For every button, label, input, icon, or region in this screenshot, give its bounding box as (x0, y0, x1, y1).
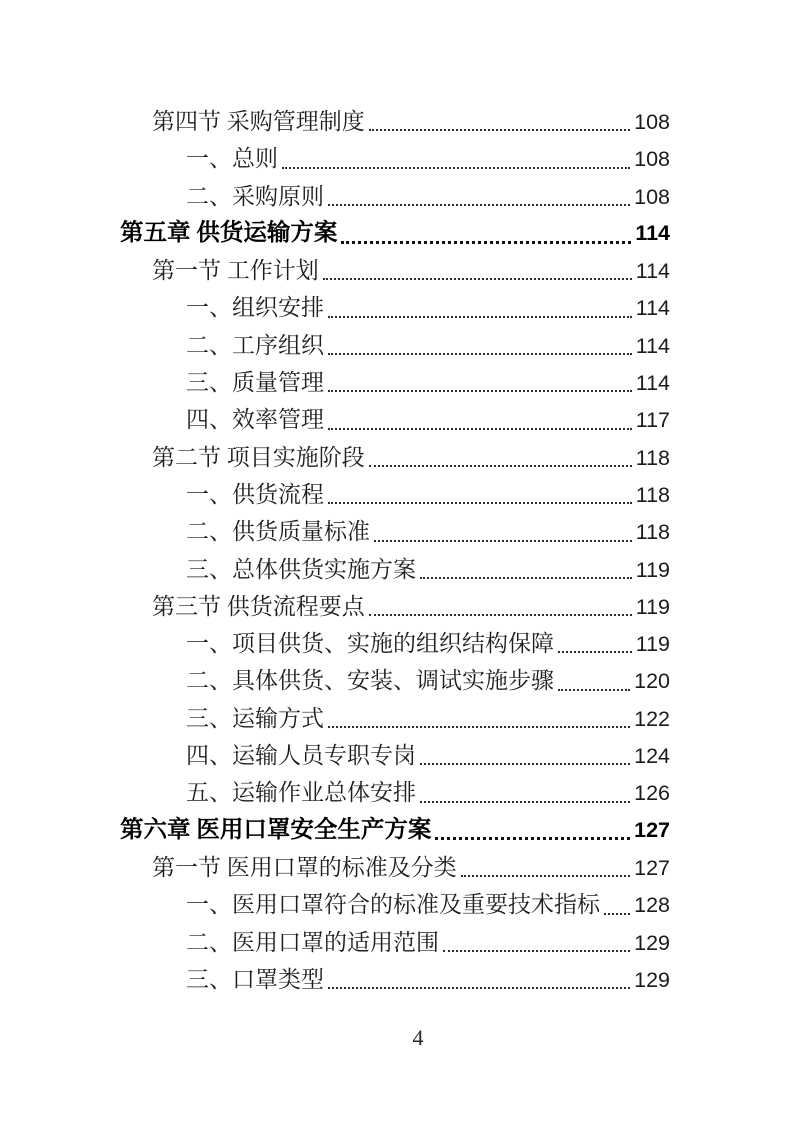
toc-entry[interactable] (120, 289, 670, 326)
toc-entry-page-number: 120 (634, 669, 670, 694)
toc-entry-page-number: 118 (635, 482, 670, 507)
toc-entry-page-number: 108 (634, 147, 670, 172)
toc-entry-page-number: 118 (635, 445, 670, 470)
toc-leader-dots (558, 689, 630, 691)
toc-entry-page-number: 114 (635, 220, 670, 245)
toc-entry-label: 第六章 医用口罩安全生产方案 (120, 816, 432, 843)
toc-entry-label: 二、供货质量标准 (186, 519, 370, 545)
toc-entry-label: 一、供货流程 (186, 481, 324, 507)
toc-entry-label: 二、医用口罩的适用范围 (186, 929, 439, 955)
toc-entry-label: 第一节 医用口罩的标准及分类 (152, 854, 457, 880)
toc-leader-dots (369, 465, 632, 467)
toc-leader-dots (341, 241, 631, 244)
toc-entry[interactable] (120, 439, 670, 476)
toc-entry-page-number: 126 (634, 781, 670, 806)
toc-entry-label: 一、项目供货、实施的组织结构保障 (186, 631, 554, 657)
toc-leader-dots (328, 726, 630, 728)
toc-leader-dots (328, 316, 632, 318)
toc-entry[interactable] (120, 252, 670, 289)
toc-leader-dots (282, 167, 630, 169)
toc-entry-label: 第五章 供货运输方案 (120, 219, 338, 246)
toc-leader-dots (328, 987, 630, 989)
toc-leader-dots (420, 763, 630, 765)
toc-entry[interactable] (120, 961, 670, 998)
toc-entry-label: 第四节 采购管理制度 (152, 109, 365, 134)
toc-entry-label: 第一节 工作计划 (152, 258, 319, 284)
toc-entry-page-number: 117 (635, 408, 670, 433)
toc-entry-page-number: 122 (634, 706, 670, 731)
toc-entry-label: 二、采购原则 (186, 183, 324, 209)
toc-entry-label: 三、质量管理 (186, 370, 324, 396)
toc-entry[interactable] (120, 737, 670, 774)
toc-leader-dots (420, 801, 630, 803)
toc-entry[interactable] (120, 924, 670, 961)
toc-entry[interactable] (120, 662, 670, 699)
toc-leader-dots (328, 428, 632, 430)
toc-entry[interactable] (120, 364, 670, 401)
toc-entry-page-number: 108 (634, 184, 670, 209)
toc-entry-label: 一、医用口罩符合的标准及重要技术指标 (186, 892, 600, 918)
toc-entry[interactable] (120, 700, 670, 737)
footer-page-number: 4 (412, 1025, 424, 1050)
toc-entry-label: 四、运输人员专职专岗 (186, 743, 416, 769)
toc-leader-dots (328, 390, 632, 392)
toc-entry-label: 三、运输方式 (186, 705, 324, 731)
toc-entry[interactable] (120, 774, 670, 811)
toc-entry-page-number: 124 (634, 744, 670, 769)
toc-entry-page-number: 128 (634, 893, 670, 918)
toc-leader-dots (369, 614, 632, 616)
toc-entry-page-number: 119 (635, 632, 670, 657)
toc-entry-page-number: 127 (634, 817, 670, 842)
toc-entry[interactable] (120, 812, 670, 849)
toc-entry-page-number: 127 (634, 855, 670, 880)
toc-entry-page-number: 114 (635, 296, 670, 321)
toc-entry-label: 四、效率管理 (186, 407, 324, 433)
toc-leader-dots (328, 204, 630, 206)
toc-leader-dots (443, 950, 630, 952)
toc-entry-label: 第二节 项目实施阶段 (152, 444, 365, 470)
toc-entry-page-number: 129 (634, 967, 670, 992)
toc-leader-dots (604, 913, 630, 915)
toc-entry-label: 一、组织安排 (186, 295, 324, 321)
toc-entry[interactable] (120, 886, 670, 923)
toc-leader-dots (328, 353, 632, 355)
toc-entry[interactable] (120, 849, 670, 886)
toc-entry-label: 第三节 供货流程要点 (152, 593, 365, 619)
toc-entry-page-number: 108 (634, 110, 670, 134)
toc-leader-dots (374, 540, 632, 542)
toc-entry[interactable] (120, 476, 670, 513)
toc-entry-page-number: 129 (634, 930, 670, 955)
toc-leader-dots (461, 875, 630, 877)
toc-leader-dots (420, 577, 632, 579)
toc-entry[interactable] (120, 178, 670, 215)
toc-entry-page-number: 119 (635, 594, 670, 619)
toc-entry-page-number: 114 (635, 259, 670, 284)
toc-entry-label: 一、总则 (186, 146, 278, 172)
toc-entry-page-number: 114 (635, 371, 670, 396)
toc-entry[interactable] (120, 551, 670, 588)
toc-entry-page-number: 114 (635, 333, 670, 358)
toc-entry-label: 三、总体供货实施方案 (186, 556, 416, 582)
toc-entry-label: 五、运输作业总体安排 (186, 780, 416, 806)
toc-entry[interactable] (120, 625, 670, 662)
toc-leader-dots (328, 502, 632, 504)
table-of-contents (120, 103, 670, 998)
toc-entry-page-number: 118 (635, 520, 670, 545)
toc-leader-dots (323, 278, 632, 280)
toc-entry-label: 二、具体供货、安装、调试实施步骤 (186, 668, 554, 694)
toc-leader-dots (369, 129, 630, 131)
toc-entry[interactable] (120, 140, 670, 177)
toc-leader-dots (435, 837, 630, 840)
toc-leader-dots (558, 651, 632, 653)
toc-entry[interactable] (120, 513, 670, 550)
toc-entry[interactable] (120, 327, 670, 364)
toc-entry[interactable] (120, 401, 670, 438)
toc-entry-page-number: 119 (635, 557, 670, 582)
toc-entry[interactable] (120, 588, 670, 625)
toc-entry-label: 三、口罩类型 (186, 966, 324, 992)
toc-entry[interactable] (120, 215, 670, 252)
toc-entry[interactable] (120, 103, 670, 140)
toc-entry-label: 二、工序组织 (186, 332, 324, 358)
